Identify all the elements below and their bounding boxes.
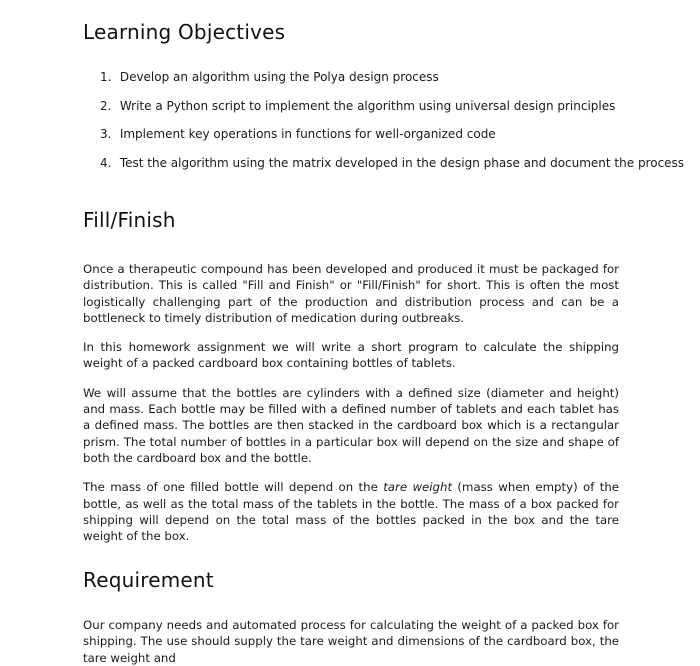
list-item-text: Test the algorithm using the matrix developed in the design phase and document the process (119, 155, 685, 170)
fill-finish-heading: Fill/Finish (83, 208, 176, 232)
emphasized-term: tare weight (383, 480, 453, 495)
fill-finish-body (83, 261, 619, 557)
list-item (100, 98, 660, 127)
list-item-text: Implement key operations in functions for well-organized code (119, 127, 496, 141)
paragraph: We will assume that the bottles are cylinders with a defined size (diameter and height) and mass. Each bottle may be filled with a defined number of tablets and each tablet has a defined mass. The bottles are then stacked in the cardboard box which is a rectangular prism. The total number of bottles in a particular box will depend on the size and shape of both the cardboard box and the bottle. (83, 385, 619, 465)
objectives-list (100, 69, 685, 183)
paragraph: Once a therapeutic compound has been developed and produced it must be packaged for distribution. This is called "Fill and Finish" or "Fill/Finish" for short. This is often the most logistically challenging part of the production and distribution process and can be a bottleneck to timely distribution of medication during outbreaks. (83, 262, 619, 325)
learning-objectives-heading: Learning Objectives (83, 20, 286, 44)
paragraph (83, 479, 619, 544)
paragraph-text: (mass when empty) of the bottle, as well as the total mass of the tablets in the bottle. The mass of a box packed for shipping will depend on the total mass of the bottles packed in the box and the tare weight of the box. (83, 480, 619, 544)
requirement-body (83, 617, 619, 666)
paragraph: In this homework assignment we will write a short program to calculate the shipping weight of a packed cardboard box containing bottles of tablets. (83, 340, 619, 371)
list-item-text: Develop an algorithm using the Polya design process (119, 70, 439, 84)
list-item-number: 3. (100, 127, 112, 141)
list-item (100, 69, 660, 98)
list-item-number: 4. (100, 155, 112, 170)
list-item (100, 126, 660, 155)
paragraph: Our company needs and automated process for calculating the weight of a packed box for shipping. The use should supply the tare weight and dimensions of the cardboard box, the tare weight and (83, 618, 619, 665)
requirement-heading: Requirement (83, 568, 214, 592)
list-item-text: Write a Python script to implement the algorithm using universal design principles (119, 98, 616, 113)
list-item-number: 1. (100, 70, 112, 84)
paragraph-text: The mass of one filled bottle will depend on the (83, 480, 384, 495)
list-item-number: 2. (100, 98, 112, 113)
list-item (100, 155, 685, 184)
